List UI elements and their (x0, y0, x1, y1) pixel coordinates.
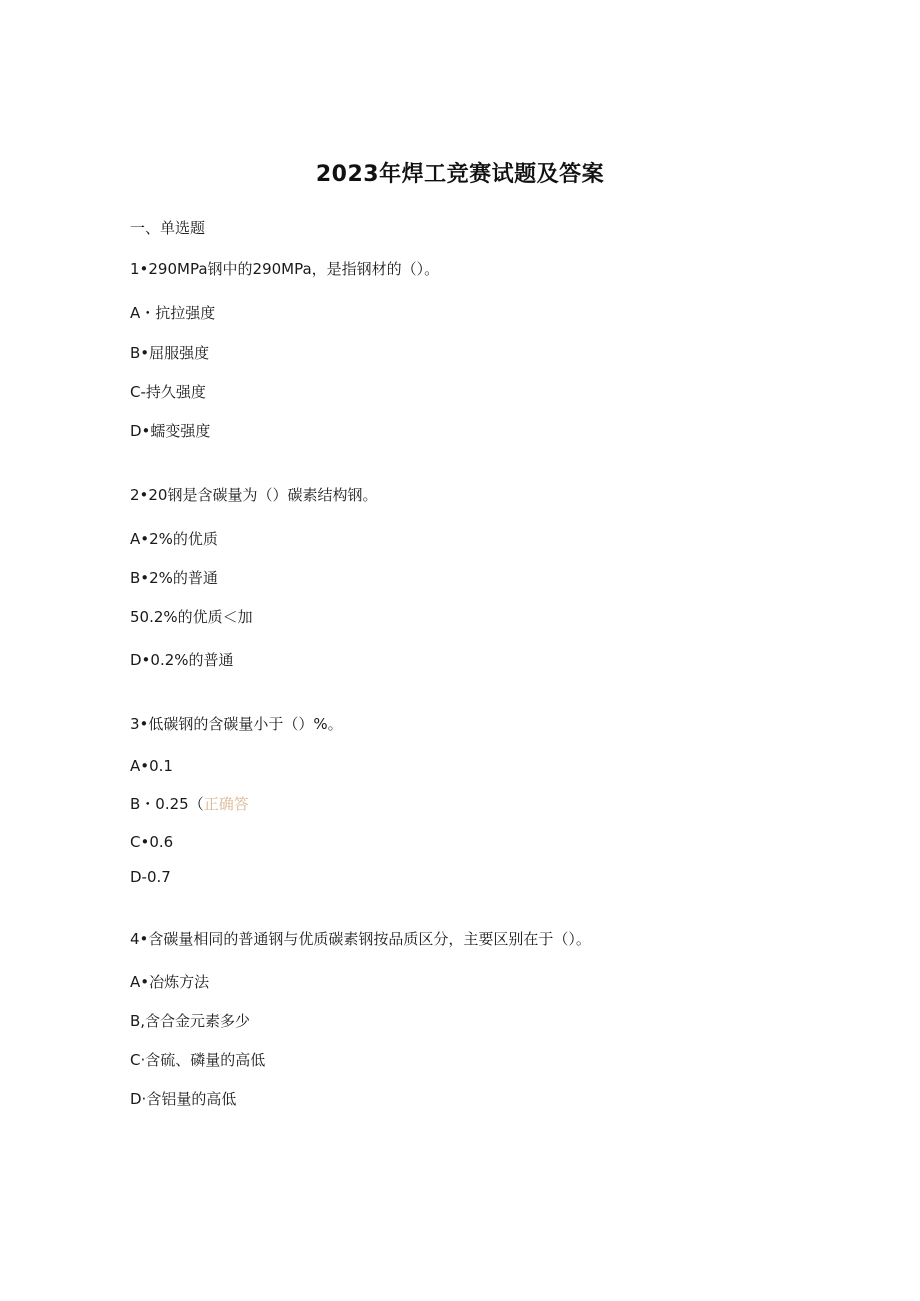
question-3-option-b-text: B・0.25（ (130, 795, 204, 813)
question-2-option-d: D•0.2%的普通 (130, 651, 234, 669)
question-3-option-d: D-0.7 (130, 868, 171, 886)
question-2-option-a: A•2%的优质 (130, 530, 218, 548)
question-2-option-b: B•2%的普通 (130, 569, 218, 587)
question-3-option-b (130, 794, 249, 814)
question-1-option-c: C-持久强度 (130, 383, 206, 401)
question-4-option-b: B,含合金元素多少 (130, 1012, 251, 1030)
question-1-stem: 1•290MPa钢中的290MPa，是指钢材的（）。 (130, 260, 440, 278)
question-1-option-d: D•蠕变强度 (130, 422, 211, 440)
question-4-stem: 4•含碳量相同的普通钢与优质碳素钢按品质区分，主要区别在于（）。 (130, 930, 591, 948)
question-4-option-d: D·含铝量的高低 (130, 1090, 237, 1108)
question-4-option-c: C·含硫、磷量的高低 (130, 1051, 266, 1069)
correct-answer-mark: 正确答 (203, 795, 249, 813)
section-heading: 一、单选题 (130, 219, 206, 237)
question-2-option-c: 50.2%的优质＜加 (130, 608, 253, 626)
question-1-option-b: B•屈服强度 (130, 344, 210, 362)
question-3-option-a: A•0.1 (130, 757, 173, 775)
document-title: 2023年焊工竞赛试题及答案 (315, 162, 605, 187)
question-4-option-a: A•冶炼方法 (130, 973, 210, 991)
question-2-stem: 2•20钢是含碳量为（）碳素结构钢。 (130, 486, 378, 504)
question-1-option-a: A・抗拉强度 (130, 304, 216, 322)
question-3-stem: 3•低碳钢的含碳量小于（）%。 (130, 715, 343, 733)
question-3-option-c: C•0.6 (130, 833, 174, 851)
